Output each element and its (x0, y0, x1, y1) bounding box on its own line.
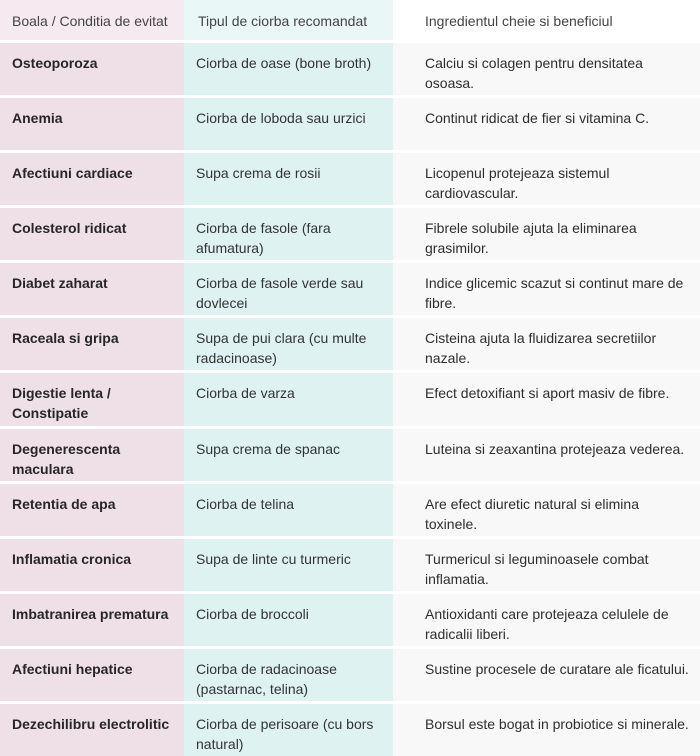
row-1-condition: Osteoporoza (0, 40, 184, 95)
row-13-soup: Ciorba de perisoare (cu bors natural) (184, 701, 393, 756)
row-2-soup: Ciorba de loboda sau urzici (184, 95, 393, 150)
row-4-benefit: Fibrele solubile ajuta la eliminarea grasimilor. (393, 205, 700, 260)
row-5-soup: Ciorba de fasole verde sau dovlecei (184, 260, 393, 315)
row-4-condition: Colesterol ridicat (0, 205, 184, 260)
row-7-soup: Ciorba de varza (184, 370, 393, 425)
row-10-soup: Supa de linte cu turmeric (184, 536, 393, 591)
header-key-ingredient: Ingredientul cheie si beneficiul (393, 0, 700, 40)
row-11-condition: Imbatranirea prematura (0, 591, 184, 646)
row-7-condition: Digestie lenta / Constipatie (0, 370, 184, 425)
row-5-condition: Diabet zaharat (0, 260, 184, 315)
row-8-soup: Supa crema de spanac (184, 426, 393, 481)
row-9-benefit: Are efect diuretic natural si elimina toxinele. (393, 481, 700, 536)
row-6-benefit: Cisteina ajuta la fluidizarea secretiilor nazale. (393, 315, 700, 370)
row-10-benefit: Turmericul si leguminoasele combat inflamatia. (393, 536, 700, 591)
row-10-condition: Inflamatia cronica (0, 536, 184, 591)
row-2-condition: Anemia (0, 95, 184, 150)
row-6-soup: Supa de pui clara (cu multe radacinoase) (184, 315, 393, 370)
row-13-benefit: Borsul este bogat in probiotice si minerale. (393, 701, 700, 756)
row-8-condition: Degenerescenta maculara (0, 426, 184, 481)
row-12-benefit: Sustine procesele de curatare ale ficatului. (393, 646, 700, 701)
row-8-benefit: Luteina si zeaxantina protejeaza vederea. (393, 426, 700, 481)
row-3-condition: Afectiuni cardiace (0, 150, 184, 205)
row-4-soup: Ciorba de fasole (fara afumatura) (184, 205, 393, 260)
row-3-benefit: Licopenul protejeaza sistemul cardiovascular. (393, 150, 700, 205)
row-9-soup: Ciorba de telina (184, 481, 393, 536)
row-11-benefit: Antioxidanti care protejeaza celulele de radicalii liberi. (393, 591, 700, 646)
row-6-condition: Raceala si gripa (0, 315, 184, 370)
header-soup-type: Tipul de ciorba recomandat (184, 0, 393, 40)
header-condition: Boala / Conditia de evitat (0, 0, 184, 40)
row-11-soup: Ciorba de broccoli (184, 591, 393, 646)
row-1-benefit: Calciu si colagen pentru densitatea osoasa. (393, 40, 700, 95)
row-12-soup: Ciorba de radacinoase (pastarnac, telina) (184, 646, 393, 701)
row-1-soup: Ciorba de oase (bone broth) (184, 40, 393, 95)
row-5-benefit: Indice glicemic scazut si continut mare de fibre. (393, 260, 700, 315)
row-12-condition: Afectiuni hepatice (0, 646, 184, 701)
row-9-condition: Retentia de apa (0, 481, 184, 536)
row-7-benefit: Efect detoxifiant si aport masiv de fibre. (393, 370, 700, 425)
row-13-condition: Dezechilibru electrolitic (0, 701, 184, 756)
row-3-soup: Supa crema de rosii (184, 150, 393, 205)
row-2-benefit: Continut ridicat de fier si vitamina C. (393, 95, 700, 150)
